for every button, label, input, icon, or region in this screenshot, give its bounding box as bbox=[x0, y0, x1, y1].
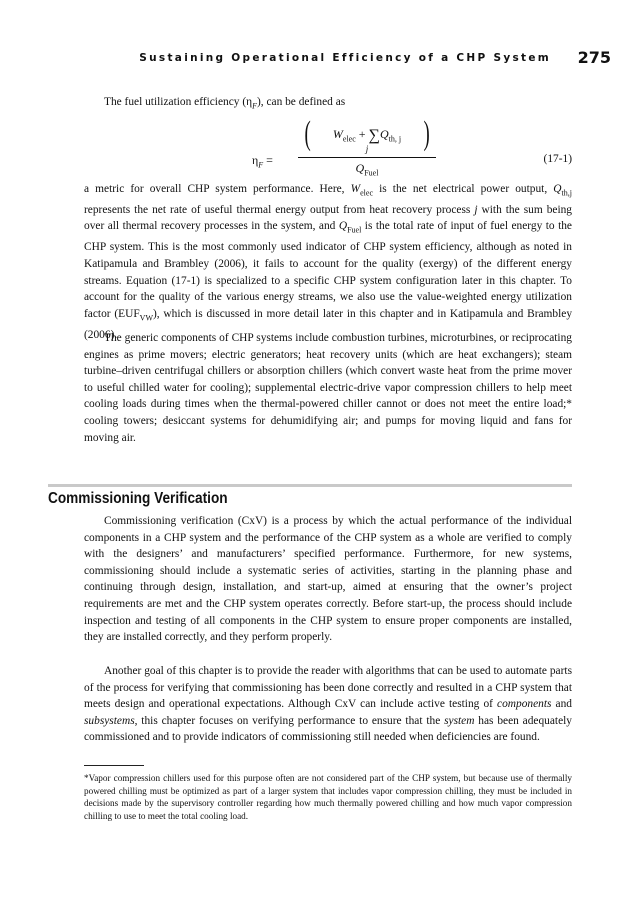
left-paren: ( bbox=[304, 115, 311, 152]
equation-lhs bbox=[252, 153, 273, 169]
equation-numerator bbox=[294, 117, 440, 157]
p4-text-1: Another goal of this chapter is to provide the reader with algorithms that can be used to automate parts of the process for verifying that commissioning has been done correctly and resulted in a CHP system that meets design and operational expectations. Although CxV can include active testing of bbox=[84, 665, 572, 711]
intro-sub: F bbox=[252, 101, 257, 111]
eq-plus: + bbox=[355, 127, 369, 141]
paragraph-metric bbox=[84, 181, 572, 343]
p1-text-4: with the sum being over all thermal recovery processes in the system, and bbox=[84, 203, 572, 233]
p1-text-2: is the net electrical power output, bbox=[373, 183, 554, 195]
paragraph-components bbox=[84, 330, 572, 446]
intro-tail: ), can be defined as bbox=[256, 96, 346, 108]
page-number: 275 bbox=[577, 48, 611, 67]
eq-w: W bbox=[332, 127, 343, 141]
eq-eta: η bbox=[252, 153, 259, 167]
p1-w: W bbox=[350, 183, 361, 195]
eq-w-sub: elec bbox=[342, 134, 356, 144]
eq-den-q: Q bbox=[355, 161, 365, 175]
p3-text: Commissioning verification (CxV) is a process by which the actual performance of the individual components in a CHP system and the performance of the CHP system as a whole are verified to comply with the designers’ and manufacturers’ specified performance. Furthermore, for new systems, commissioning should include a systematic series of activities, starting in the planning phase and continuing through design, installation, and start-up, aimed at ensuring that the owner’s project requirements are met and the CHP system operates correctly. Before start-up, the process should include inspection and testing of all components in the CHP system to ensure proper components are installed, they are installed correctly, and they perform properly. bbox=[84, 515, 572, 644]
section-heading: Commissioning Verification bbox=[48, 490, 228, 507]
p1-w-sub: elec bbox=[360, 188, 373, 198]
sum-index: j bbox=[365, 144, 369, 154]
equation-intro bbox=[104, 94, 564, 115]
eq-equals: = bbox=[263, 153, 273, 167]
p4-text-2: and bbox=[551, 698, 572, 711]
p1-q-sub: th,j bbox=[561, 188, 572, 198]
p1-text-6: ), which is discussed in more detail later in this chapter and in Katipamula and Brambley (2006). bbox=[84, 307, 573, 341]
equation-fraction bbox=[294, 117, 440, 177]
p1-qf-sub: Fuel bbox=[347, 225, 362, 235]
p4-text-4: has been adequately commissioned and to provide indicators of commissioning still needed when deficiencies are found. bbox=[84, 714, 572, 744]
p1-text-3: represents the net rate of useful thermal energy output from heat recovery process bbox=[84, 203, 475, 216]
running-head bbox=[0, 48, 621, 72]
equation-number: (17-1) bbox=[543, 153, 572, 165]
eq-eta-sub: F bbox=[258, 160, 264, 170]
equation-17-1 bbox=[84, 117, 572, 177]
running-head-title: Sustaining Operational Efficiency of a CHP System bbox=[139, 52, 551, 64]
p4-text-3: , this chapter focuses on verifying performance to ensure that the bbox=[134, 714, 445, 727]
p1-text-1: a metric for overall CHP system performance. Here, bbox=[84, 183, 351, 195]
right-paren: ) bbox=[423, 115, 430, 152]
eq-q-sub: th, j bbox=[388, 134, 402, 144]
section-divider bbox=[48, 484, 572, 487]
p1-text-5: is the total rate of input of fuel energy to the CHP system. This is the most commonly used indicator of CHP system efficiency, although as noted in Katipamula and Brambley (2006), it fails to account for the quality (exergy) of the different energy streams. Equation (17-1) is specialized to a specific CHP system configuration later in this chapter. To account for the quality of the various energy streams, we also use the value-weighted energy utilization factor (EUF bbox=[84, 220, 572, 320]
eq-q: Q bbox=[379, 127, 389, 141]
footnote: *Vapor compression chillers used for this purpose often are not considered part of the CHP system, but because use of thermally powered chilling must be optimized as part of a larger system that includes vapor compression chilling, they must be included in decisions made by the supervisory controller regarding how much thermally powered chilling and how much vapor compression chilling to use to meet the total cooling load. bbox=[84, 773, 572, 821]
p4-em-components: components bbox=[497, 698, 552, 711]
p1-q: Q bbox=[553, 183, 562, 195]
p1-qf: Q bbox=[338, 220, 348, 233]
intro-lead: The fuel utilization efficiency (η bbox=[104, 96, 253, 108]
footnote-rule bbox=[84, 765, 144, 766]
sigma-symbol: ∑ bbox=[368, 127, 380, 144]
p1-j: j bbox=[474, 203, 478, 216]
p2-text: The generic components of CHP systems include combustion turbines, microturbines, or reciprocating engines as prime movers; electric generators; heat recovery units (which are heat exchangers); steam turbine–driven centrifugal chillers or absorption chillers (which convert waste heat from the prime mover to useful chilled water for cooling); supplemental electric-drive vapor compression chillers to help meet cooling loads during times when the thermal-powered chiller cannot or does not meet the entire load;* cooling towers; desiccant systems for dehumidifying air; and pumps for moving liquid and fans for moving air. bbox=[84, 332, 572, 444]
p4-em-system: system bbox=[444, 714, 475, 727]
p4-em-subsystems: subsystems bbox=[84, 714, 135, 727]
paragraph-cxv bbox=[84, 513, 572, 646]
equation-denominator bbox=[294, 158, 440, 177]
eq-den-sub: Fuel bbox=[364, 168, 379, 178]
paragraph-goal bbox=[84, 663, 572, 746]
p1-euf-sub: VW bbox=[139, 313, 153, 322]
